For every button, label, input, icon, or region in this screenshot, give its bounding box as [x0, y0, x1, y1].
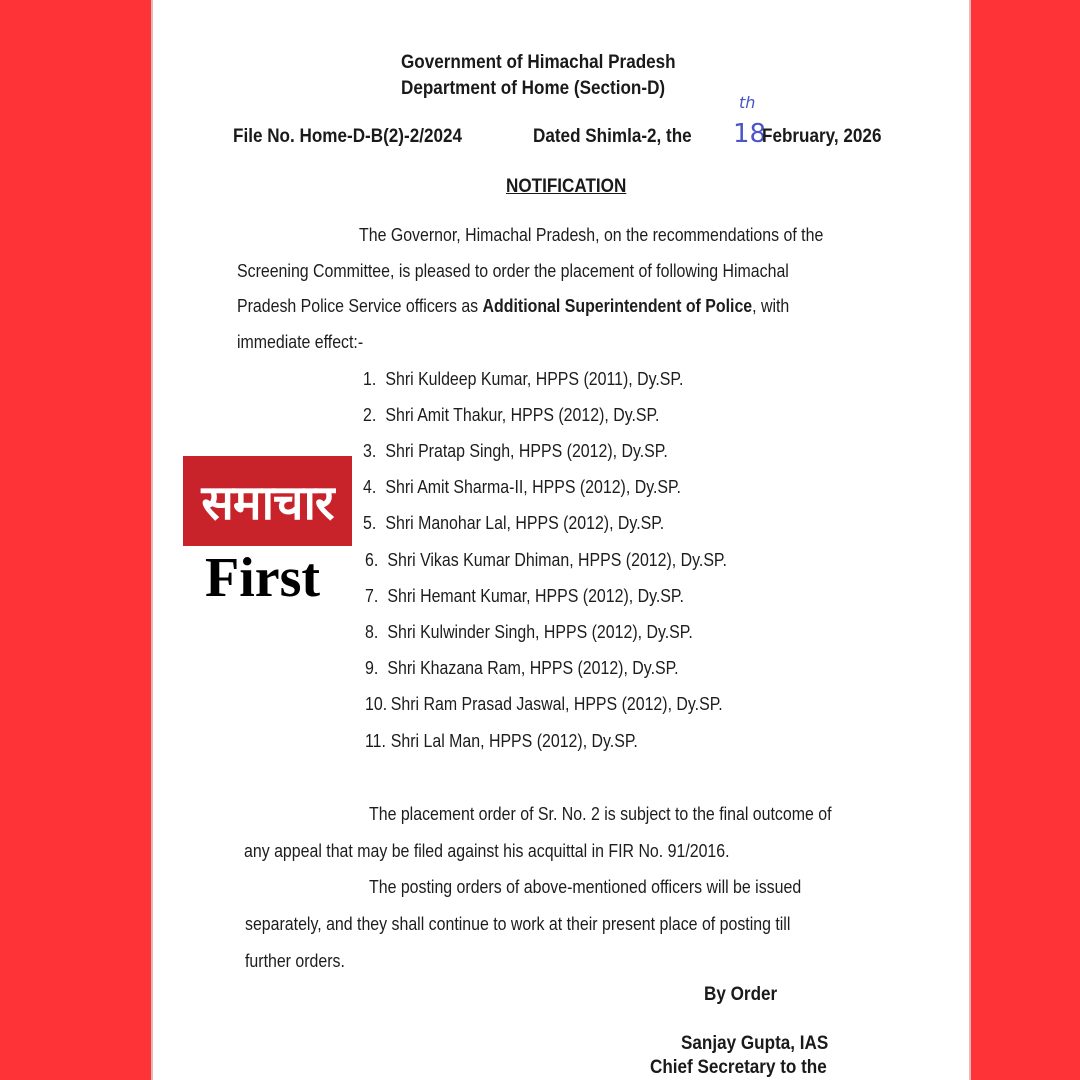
officer-list-item [363, 476, 681, 498]
item-number: 6. [365, 549, 379, 570]
officer-list-item [365, 730, 638, 752]
intro-line-3-end: , with [752, 295, 790, 316]
officer-list-item [363, 440, 668, 462]
item-number: 1. [363, 368, 377, 389]
file-number: File No. Home-D-B(2)-2/2024 [233, 126, 463, 147]
handwritten-day: 18 [733, 119, 767, 149]
logo-hindi-text: समाचार [201, 474, 334, 531]
officer-name: Shri Khazana Ram, HPPS (2012), Dy.SP. [387, 657, 679, 678]
officer-name: Shri Pratap Singh, HPPS (2012), Dy.SP. [385, 440, 668, 461]
intro-line-4: immediate effect:- [237, 331, 364, 352]
department-heading: Department of Home (Section-D) [401, 78, 666, 99]
officer-list-item [365, 693, 723, 715]
dated-suffix: February, 2026 [762, 126, 882, 147]
samachar-first-logo [183, 456, 352, 546]
designation-emphasis: Additional Superintendent of Police [482, 295, 753, 316]
posting-line-1: The posting orders of above-mentioned officers will be issued [369, 876, 802, 897]
condition-line-2: any appeal that may be filed against his acquittal in FIR No. 91/2016. [244, 840, 730, 861]
condition-line-1: The placement order of Sr. No. 2 is subject to the final outcome of [369, 803, 832, 824]
officer-list-item [365, 549, 727, 571]
document-page [151, 0, 971, 1080]
signatory-name: Sanjay Gupta, IAS [681, 1033, 829, 1054]
item-number: 5. [363, 512, 377, 533]
posting-line-3: further orders. [245, 950, 345, 971]
officer-list-item [365, 621, 693, 643]
item-number: 11. [365, 730, 386, 751]
officer-name: Shri Ram Prasad Jaswal, HPPS (2012), Dy.SP. [390, 693, 723, 714]
officer-list-item [363, 368, 683, 390]
officer-name: Shri Kulwinder Singh, HPPS (2012), Dy.SP. [387, 621, 693, 642]
item-number: 2. [363, 404, 377, 425]
officer-list-item [365, 585, 684, 607]
intro-line-3 [237, 295, 789, 317]
officer-list-item [363, 404, 659, 426]
intro-line-2: Screening Committee, is pleased to order the placement of following Himachal [237, 260, 789, 281]
item-number: 9. [365, 657, 379, 678]
item-number: 8. [365, 621, 379, 642]
notification-title: NOTIFICATION [506, 176, 627, 197]
officer-name: Shri Lal Man, HPPS (2012), Dy.SP. [390, 730, 638, 751]
officer-name: Shri Amit Sharma-II, HPPS (2012), Dy.SP. [385, 476, 681, 497]
government-heading: Government of Himachal Pradesh [401, 52, 676, 73]
item-number: 3. [363, 440, 377, 461]
officer-name: Shri Manohar Lal, HPPS (2012), Dy.SP. [385, 512, 665, 533]
officer-list-item [365, 657, 679, 679]
posting-line-2: separately, and they shall continue to work at their present place of posting till [245, 913, 791, 934]
intro-line-3-text: Pradesh Police Service officers as [237, 295, 483, 316]
item-number: 10. [365, 693, 388, 714]
by-order: By Order [704, 984, 778, 1005]
logo-first-text: First [205, 547, 321, 609]
officer-name: Shri Vikas Kumar Dhiman, HPPS (2012), Dy.SP. [387, 549, 727, 570]
intro-line-1: The Governor, Himachal Pradesh, on the recommendations of the [359, 224, 824, 245]
officer-list-item [363, 512, 664, 534]
signatory-designation: Chief Secretary to the [650, 1057, 827, 1078]
item-number: 4. [363, 476, 377, 497]
notification-document [153, 0, 971, 1080]
officer-name: Shri Kuldeep Kumar, HPPS (2011), Dy.SP. [385, 368, 684, 389]
officer-name: Shri Hemant Kumar, HPPS (2012), Dy.SP. [387, 585, 684, 606]
officer-name: Shri Amit Thakur, HPPS (2012), Dy.SP. [385, 404, 660, 425]
handwritten-suffix: th [739, 93, 756, 112]
item-number: 7. [365, 585, 379, 606]
dated-prefix: Dated Shimla-2, the [533, 126, 692, 147]
